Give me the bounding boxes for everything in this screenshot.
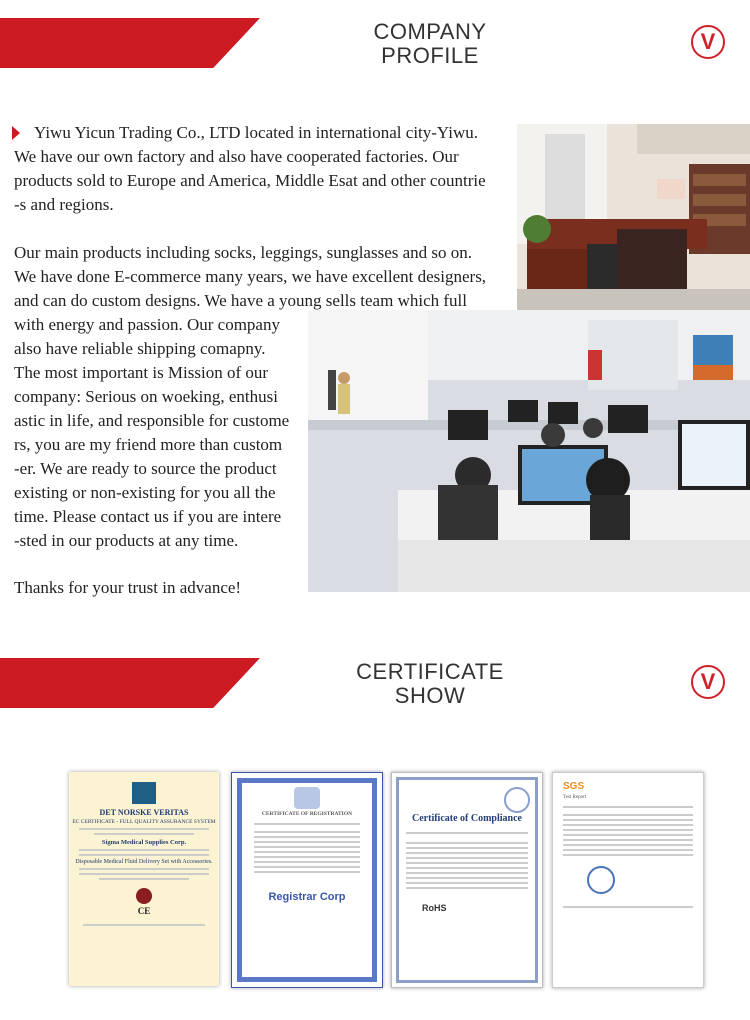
para2-line: -sted in our products at any time. — [14, 531, 239, 550]
para2-line: company: Serious on woeking, enthusi — [14, 387, 278, 406]
title-line-1: COMPANY — [373, 19, 487, 44]
cert-sub: EC CERTIFICATE - FULL QUALITY ASSURANCE SYSTEM — [72, 819, 216, 825]
title-line-1: CERTIFICATE — [356, 659, 504, 684]
dnv-logo-icon — [132, 782, 156, 804]
office-photo-desk — [517, 124, 750, 310]
cert-desc: Disposable Medical Fluid Delivery Set with Accessories. — [75, 859, 213, 865]
title-line-2: SHOW — [394, 683, 466, 708]
para1-line: products sold to Europe and America, Middle Esat and other countrie — [14, 171, 486, 190]
para2-line: We have done E-commerce many years, we have excellent designers, — [14, 267, 487, 286]
para2-line: also have reliable shipping comapny. — [14, 339, 266, 358]
sgs-logo: SGS — [563, 781, 585, 792]
certificate-banner — [0, 658, 260, 708]
para2-line: rs, you are my friend more than custom — [14, 435, 283, 454]
certificate-sgs — [552, 772, 704, 988]
cert-sub: Test Report — [563, 795, 587, 800]
profile-paragraph-2 — [14, 241, 486, 553]
para2-line: The most important is Mission of our — [14, 363, 269, 382]
rohs-mark: RoHS — [422, 903, 447, 913]
para2-line: Our main products including socks, leggings, sunglasses and so on. — [14, 243, 473, 262]
cert-footer: Registrar Corp — [268, 891, 346, 903]
brand-v-icon: V — [691, 25, 725, 59]
profile-section-title — [330, 20, 530, 68]
certificate-compliance — [391, 772, 543, 988]
certificate-dnv: DET NORSKE VERITAS EC CERTIFICATE - FULL QUALITY ASSURANCE SYSTEM Sigma Medical Supplies Corp. Disposable Medical Fluid Delivery Set with Accessories. CE — [69, 772, 219, 986]
profile-paragraph-1 — [14, 121, 486, 217]
profile-banner — [0, 18, 260, 68]
cert-header: Certificate of Compliance — [412, 813, 522, 824]
para2-line: time. Please contact us if you are intere — [14, 507, 282, 526]
para2-line: -er. We are ready to source the product — [14, 459, 277, 478]
cert-header: CERTIFICATE OF REGISTRATION — [261, 811, 353, 817]
para1-line: -s and regions. — [14, 195, 114, 214]
para2-line: with energy and passion. Our company — [14, 315, 280, 334]
para1-line: We have our own factory and also have cooperated factories. Our — [14, 147, 459, 166]
title-line-2: PROFILE — [381, 43, 479, 68]
para2-line: and can do custom designs. We have a young sells team which full — [14, 291, 467, 310]
cert-org: Sigma Medical Supplies Corp. — [101, 839, 187, 846]
thanks-text: Thanks for your trust in advance! — [14, 578, 242, 597]
certificate-section-title — [330, 660, 530, 708]
para2-line: astic in life, and responsible for custome — [14, 411, 290, 430]
certificate-registrar — [231, 772, 383, 988]
para2-line: existing or non-existing for you all the — [14, 483, 276, 502]
seal-icon — [136, 888, 152, 904]
sgs-stamp-icon — [587, 866, 615, 894]
brand-v-icon: V — [691, 665, 725, 699]
cert-header: DET NORSKE VERITAS — [99, 808, 189, 817]
para1-line: Yiwu Yicun Trading Co., LTD located in international city-Yiwu. — [34, 123, 479, 142]
